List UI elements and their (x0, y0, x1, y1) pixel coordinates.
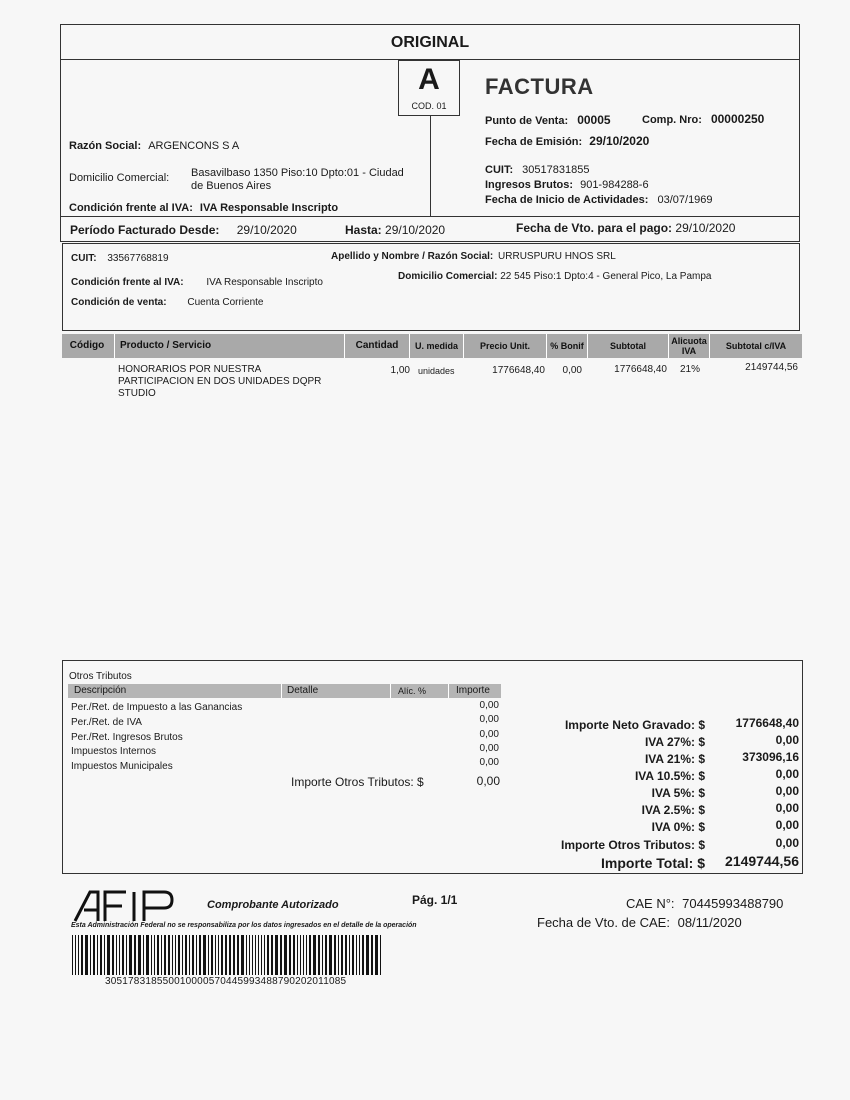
punto-venta: 00005 (577, 113, 611, 127)
letter-cod: COD. 01 (411, 101, 447, 111)
barcode-bar (182, 935, 183, 975)
col-producto: Producto / Servicio (120, 340, 212, 351)
barcode-bar (345, 935, 347, 975)
iva25-label: IVA 2.5%: $ (641, 803, 705, 817)
barcode-bar (78, 935, 79, 975)
barcode-bar (275, 935, 278, 975)
iva21-value: 373096,16 (742, 750, 799, 764)
tributo-importe: 0,00 (479, 714, 499, 725)
barcode-bar (129, 935, 132, 975)
barcode-bar (172, 935, 173, 975)
barcode-bar (252, 935, 253, 975)
razon-social-row (69, 140, 239, 152)
item-cantidad: 1,00 (390, 365, 410, 376)
barcode-bar (313, 935, 316, 975)
otros-tributos-total: 0,00 (476, 774, 500, 788)
barcode-bar (261, 935, 262, 975)
barcode-bar (208, 935, 209, 975)
barcode-bar (185, 935, 187, 975)
iva25-value: 0,00 (775, 801, 799, 815)
client-domicilio-row (398, 271, 712, 282)
col-subtotal-iva: Subtotal c/IVA (725, 341, 787, 351)
item-bonif: 0,00 (562, 365, 582, 376)
barcode-bar (334, 935, 336, 975)
item-alicuota: 21% (680, 364, 701, 375)
iva105-value: 0,00 (775, 767, 799, 781)
barcode-bar (255, 935, 256, 975)
tributo-row: Per./Ret. de Impuesto a las Ganancias (71, 702, 243, 713)
issuer-iva-label: Condición frente al IVA: (69, 202, 193, 214)
cae-label: CAE N°: (626, 896, 675, 911)
barcode-bar (233, 935, 235, 975)
otros-tributos-sum-label: Importe Otros Tributos: $ (560, 838, 705, 852)
barcode-bar (309, 935, 311, 975)
barcode-bar (359, 935, 360, 975)
barcode-bar (349, 935, 350, 975)
barcode (72, 935, 382, 975)
barcode-bar (100, 935, 102, 975)
barcode-bar (289, 935, 291, 975)
barcode-bar (196, 935, 197, 975)
item-precio: 1776648,40 (492, 365, 545, 376)
barcode-bar (246, 935, 247, 975)
barcode-bar (168, 935, 170, 975)
barcode-bar (211, 935, 213, 975)
period-row (60, 216, 800, 242)
vto-pago-value: 29/10/2020 (675, 221, 736, 235)
comp-nro: 00000250 (710, 112, 765, 126)
issuer-cuit: 30517831855 (522, 164, 590, 176)
barcode-bar (241, 935, 244, 975)
barcode-bar (258, 935, 259, 975)
item-desc-line2: PARTICIPACION EN DOS UNIDADES DQPR (118, 376, 322, 387)
barcode-bar (352, 935, 354, 975)
client-nombre: URRUSPURU HNOS SRL (498, 251, 616, 262)
periodo-desde-label: Período Facturado Desde: (70, 223, 220, 237)
item-row (62, 362, 802, 407)
iva21-label: IVA 21%: $ (644, 752, 705, 766)
barcode-bar (356, 935, 357, 975)
inicio-actividades-row (485, 194, 713, 206)
comp-nro-label: Comp. Nro: (642, 114, 702, 126)
barcode-bar (81, 935, 83, 975)
barcode-bar (75, 935, 76, 975)
barcode-bar (225, 935, 227, 975)
barcode-bar (203, 935, 206, 975)
barcode-bar (93, 935, 95, 975)
barcode-bar (218, 935, 219, 975)
issuer-iva-row (69, 202, 338, 214)
barcode-bar (199, 935, 201, 975)
col-umedida: U. medida (414, 341, 458, 351)
client-cuit-label: CUIT: (71, 253, 97, 264)
client-domicilio-label: Domicilio Comercial: (398, 271, 498, 282)
copy-label: ORIGINAL (390, 34, 470, 51)
barcode-bar (107, 935, 110, 975)
item-desc-line1: HONORARIOS POR NUESTRA (118, 364, 262, 375)
iva0-value: 0,00 (775, 818, 799, 832)
barcode-bar (297, 935, 298, 975)
barcode-bar (267, 935, 269, 975)
fecha-emision-row (485, 134, 649, 148)
barcode-bar (271, 935, 273, 975)
otros-tributos-total-label: Importe Otros Tributos: $ (291, 775, 424, 789)
neto-gravado-value: 1776648,40 (735, 716, 799, 730)
barcode-bar (318, 935, 320, 975)
tributos-col-alic: Alíc. % (398, 686, 427, 696)
barcode-bar (341, 935, 343, 975)
barcode-bar (380, 935, 381, 975)
vto-pago (516, 221, 735, 235)
col-subtotal: Subtotal (610, 341, 646, 351)
razon-social-label: Razón Social: (69, 140, 142, 152)
fecha-emision-label: Fecha de Emisión: (485, 136, 583, 148)
issuer-domicilio-line1: Basavilbaso 1350 Piso:10 Dpto:01 - Ciudad (191, 167, 404, 179)
otros-tributos-sum-value: 0,00 (775, 836, 799, 850)
barcode-bar (164, 935, 166, 975)
cae-vto-row (537, 915, 742, 930)
barcode-bar (85, 935, 88, 975)
barcode-bar (215, 935, 216, 975)
barcode-bar (280, 935, 282, 975)
barcode-bar (375, 935, 378, 975)
tributo-row: Per./Ret. de IVA (71, 717, 142, 728)
client-cuit-row (71, 253, 169, 264)
letter-code: A (418, 63, 440, 96)
inicio-actividades-label: Fecha de Inicio de Actividades: (485, 194, 649, 206)
barcode-bar (221, 935, 223, 975)
comprobante-autorizado: Comprobante Autorizado (207, 899, 339, 911)
barcode-bar (366, 935, 369, 975)
barcode-bar (322, 935, 323, 975)
tributos-col-detalle: Detalle (287, 685, 319, 696)
tributos-header (68, 684, 501, 698)
importe-total-label: Importe Total: $ (601, 855, 705, 871)
punto-venta-row (485, 113, 611, 127)
issuer-cuit-label: CUIT: (485, 164, 514, 176)
col-cantidad: Cantidad (355, 340, 399, 351)
item-umedida: unidades (418, 366, 455, 376)
cae-vto-label: Fecha de Vto. de CAE: (537, 915, 670, 930)
importe-total-value: 2149744,56 (725, 853, 799, 869)
tributo-importe: 0,00 (479, 743, 499, 754)
client-cuit: 33567768819 (107, 253, 169, 264)
page-number: Pág. 1/1 (412, 893, 458, 907)
tributo-importe: 0,00 (479, 729, 499, 740)
barcode-bar (122, 935, 124, 975)
cae-number: 70445993488790 (682, 896, 784, 911)
barcode-bar (303, 935, 304, 975)
periodo-hasta-value: 29/10/2020 (385, 223, 446, 237)
iva5-label: IVA 5%: $ (651, 786, 705, 800)
barcode-bar (300, 935, 301, 975)
barcode-bar (284, 935, 287, 975)
barcode-bar (97, 935, 98, 975)
barcode-bar (154, 935, 155, 975)
barcode-bar (189, 935, 190, 975)
punto-venta-label: Punto de Venta: (485, 115, 569, 127)
barcode-bar (134, 935, 136, 975)
issuer-domicilio (191, 167, 404, 193)
barcode-bar (306, 935, 307, 975)
barcode-bar (161, 935, 162, 975)
tributo-importe: 0,00 (479, 700, 499, 711)
barcode-bar (229, 935, 231, 975)
col-codigo: Código (69, 340, 105, 351)
copy-header (60, 24, 800, 60)
barcode-bar (146, 935, 149, 975)
barcode-bar (178, 935, 180, 975)
domicilio-label: Domicilio Comercial: (69, 172, 170, 184)
barcode-bar (116, 935, 117, 975)
client-nombre-row (331, 251, 616, 262)
letter-box (398, 60, 460, 116)
afip-logo (72, 888, 188, 924)
client-domicilio: 22 545 Piso:1 Dpto:4 - General Pico, La Pampa (500, 271, 712, 282)
item-subtotal: 1776648,40 (614, 364, 667, 375)
divider-vertical (430, 116, 431, 217)
barcode-number: 30517831855001000057044599348879020201108​5 (105, 976, 347, 987)
tributos-col-desc: Descripción (74, 685, 127, 696)
issuer-domicilio-line2: de Buenos Aires (191, 180, 272, 192)
barcode-bar (371, 935, 373, 975)
periodo-desde-value: 29/10/2020 (236, 223, 297, 237)
client-venta: Cuenta Corriente (187, 297, 264, 308)
afip-logo-graphic (72, 888, 188, 924)
items-header (62, 334, 802, 358)
tributo-row: Per./Ret. Ingresos Brutos (71, 732, 183, 743)
barcode-bar (325, 935, 327, 975)
barcode-bar (338, 935, 339, 975)
barcode-bar (126, 935, 127, 975)
client-block (62, 243, 800, 331)
periodo-desde (70, 223, 297, 237)
barcode-bar (362, 935, 364, 975)
barcode-bar (192, 935, 194, 975)
ingresos-brutos-row (485, 179, 649, 191)
barcode-bar (249, 935, 250, 975)
vto-pago-label: Fecha de Vto. para el pago: (516, 221, 673, 235)
iva105-label: IVA 10.5%: $ (634, 769, 705, 783)
tributo-row: Impuestos Municipales (71, 761, 173, 772)
issuer-iva: IVA Responsable Inscripto (199, 202, 339, 214)
barcode-bar (151, 935, 152, 975)
disclaimer: Esta Administración Federal no se responsabiliza por los datos ingresados en el detalle de la operación (71, 922, 417, 929)
cae-row (626, 896, 783, 911)
item-subtotal-iva: 2149744,56 (745, 362, 798, 373)
issuer-cuit-row (485, 164, 589, 176)
tributo-importe: 0,00 (479, 757, 499, 768)
barcode-bar (112, 935, 114, 975)
fecha-emision: 29/10/2020 (589, 134, 650, 148)
barcode-bar (264, 935, 265, 975)
periodo-hasta (345, 223, 445, 237)
barcode-bar (72, 935, 73, 975)
otros-tributos-title: Otros Tributos (69, 671, 132, 682)
ingresos-brutos: 901-984288-6 (580, 179, 649, 191)
client-venta-row (71, 297, 264, 308)
barcode-bar (293, 935, 295, 975)
iva0-label: IVA 0%: $ (651, 820, 705, 834)
cae-vto: 08/11/2020 (677, 915, 742, 930)
barcode-bar (138, 935, 141, 975)
barcode-bar (329, 935, 332, 975)
col-bonif: % Bonif (550, 341, 584, 351)
client-nombre-label: Apellido y Nombre / Razón Social: (331, 251, 494, 262)
barcode-bar (119, 935, 120, 975)
iva5-value: 0,00 (775, 784, 799, 798)
client-venta-label: Condición de venta: (71, 297, 167, 308)
client-iva: IVA Responsable Inscripto (206, 277, 323, 288)
barcode-bar (175, 935, 176, 975)
barcode-bar (90, 935, 91, 975)
barcode-bar (104, 935, 105, 975)
iva27-value: 0,00 (775, 733, 799, 747)
tributos-col-importe: Importe (456, 685, 490, 696)
barcode-bar (143, 935, 144, 975)
inicio-actividades: 03/07/1969 (657, 194, 713, 206)
barcode-bar (237, 935, 239, 975)
razon-social: ARGENCONS S A (148, 140, 240, 152)
client-iva-label: Condición frente al IVA: (71, 277, 184, 288)
periodo-hasta-label: Hasta: (345, 223, 382, 237)
col-alicuota: Alicuota IVA (671, 336, 707, 356)
ingresos-brutos-label: Ingresos Brutos: (485, 179, 574, 191)
iva27-label: IVA 27%: $ (644, 735, 705, 749)
invoice-title: FACTURA (485, 74, 594, 99)
item-desc-line3: STUDIO (118, 388, 156, 399)
col-precio: Precio Unit. (479, 341, 530, 351)
barcode-bar (157, 935, 159, 975)
comp-nro-row (642, 112, 764, 126)
item-description (118, 364, 321, 400)
tributo-row: Impuestos Internos (71, 746, 157, 757)
client-iva-row (71, 277, 323, 288)
neto-gravado-label: Importe Neto Gravado: $ (564, 718, 705, 732)
